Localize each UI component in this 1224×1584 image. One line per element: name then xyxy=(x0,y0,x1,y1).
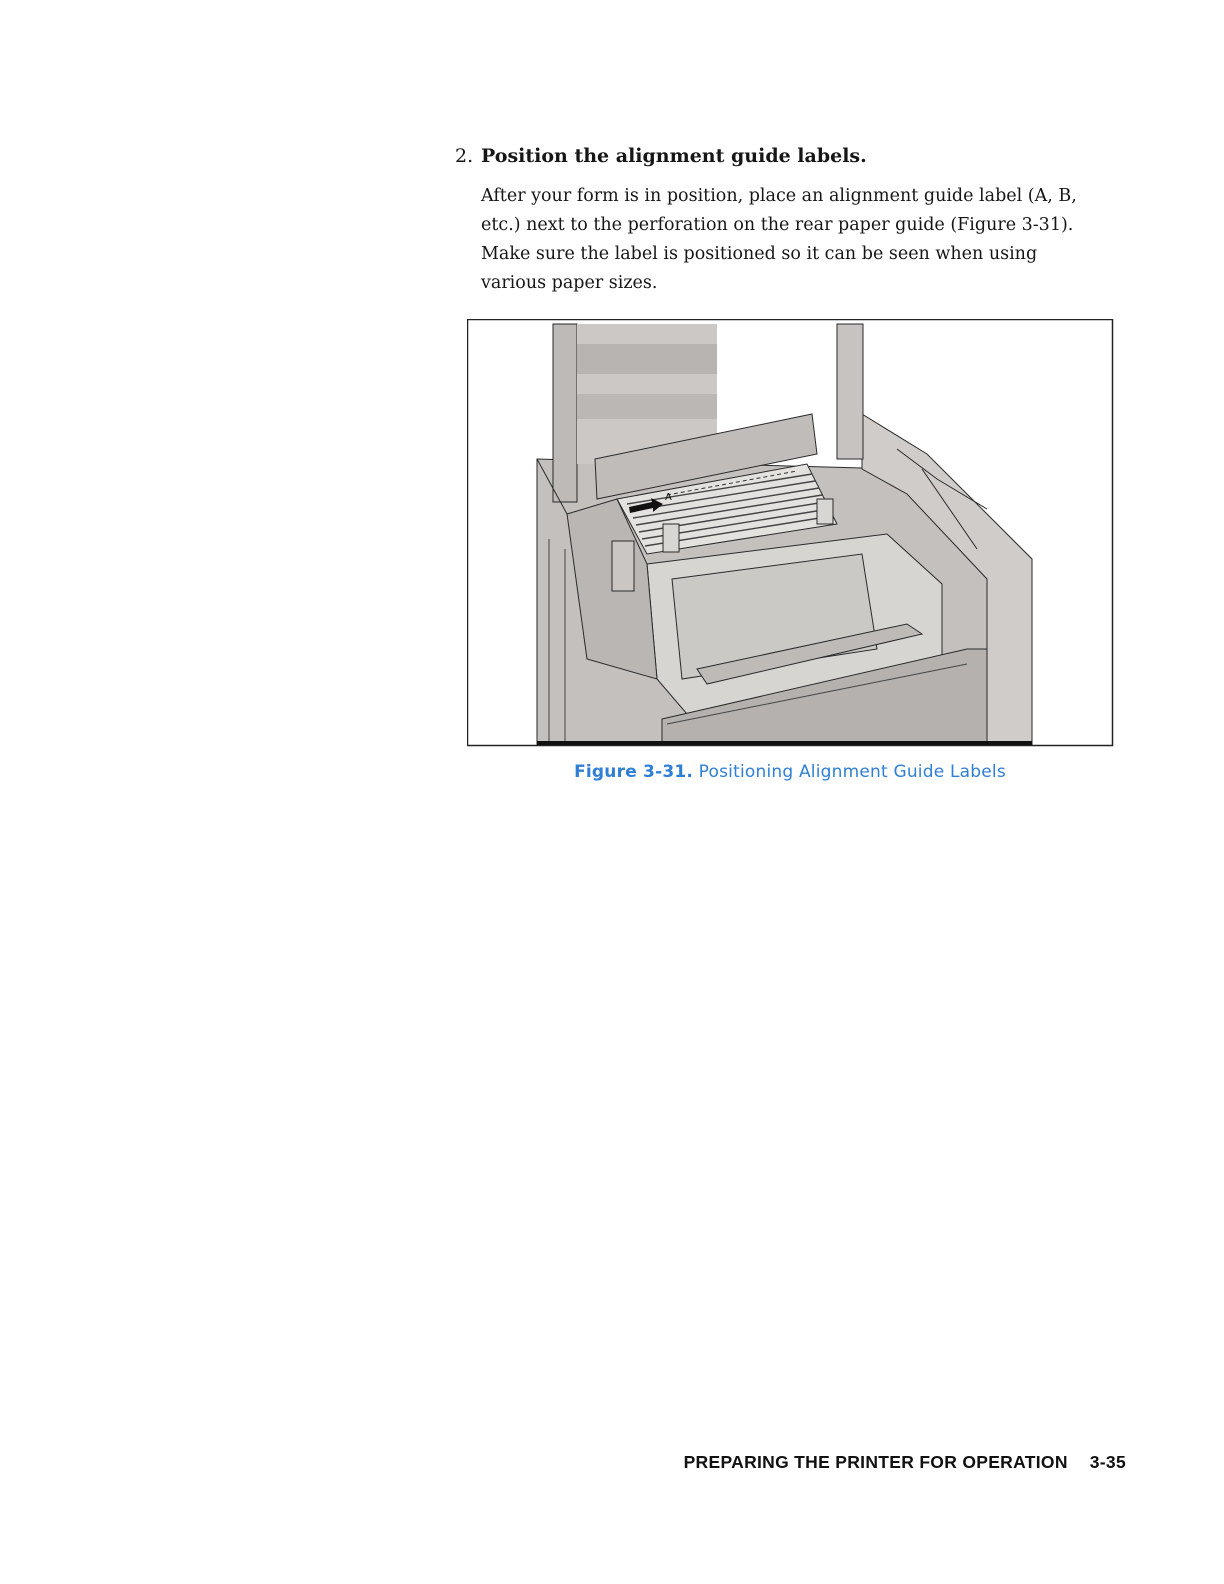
body-line: Make sure the label is positioned so it can be seen when using xyxy=(481,244,1038,264)
body-line: After your form is in position, place an alignment guide label (A, B, xyxy=(481,186,1077,206)
body-line: various paper sizes. xyxy=(481,273,658,293)
printer-illustration-svg xyxy=(467,319,1114,747)
step-heading xyxy=(455,144,1095,168)
footer-section-title: PREPARING THE PRINTER FOR OPERATION xyxy=(683,1452,1068,1472)
step-heading-text: Position the alignment guide labels. xyxy=(481,145,867,167)
figure-caption xyxy=(470,762,1110,782)
step-body xyxy=(481,182,1091,298)
page-number: 3-35 xyxy=(1089,1452,1126,1472)
printer-illustration xyxy=(467,319,1114,747)
page-footer xyxy=(684,1452,1126,1473)
body-line: etc.) next to the perforation on the rear paper guide (Figure 3-31). xyxy=(481,215,1074,235)
step-2 xyxy=(455,144,1095,298)
step-number: 2. xyxy=(455,145,474,167)
label-letter: A xyxy=(665,492,672,503)
caption-title: Positioning Alignment Guide Labels xyxy=(698,762,1006,782)
caption-number: Figure 3-31. xyxy=(574,762,694,782)
